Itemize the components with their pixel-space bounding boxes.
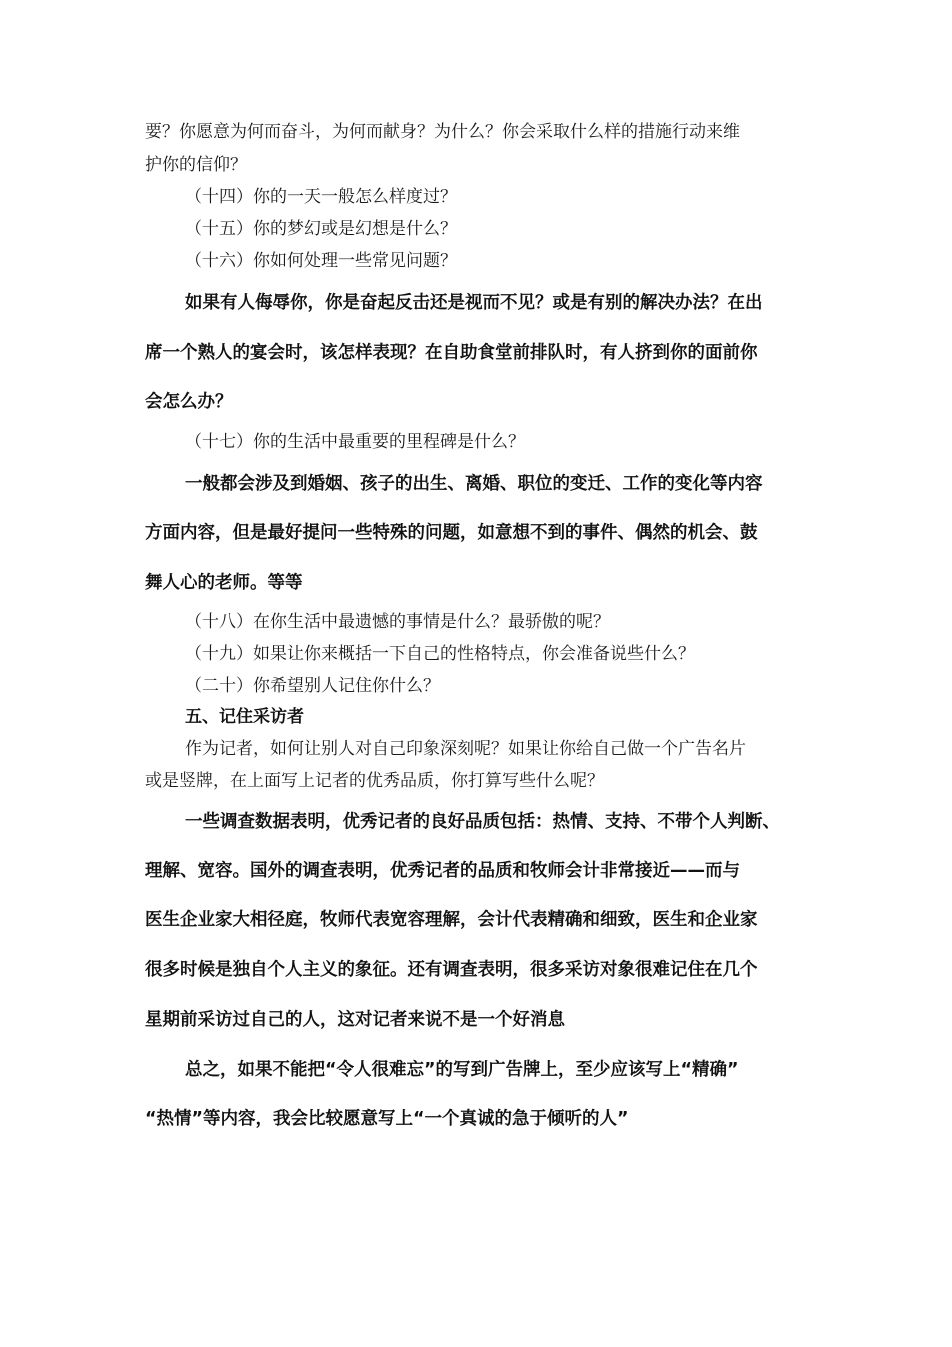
question-18: （十八）在你生活中最遗憾的事情是什么？最骄傲的呢？ <box>185 612 610 632</box>
text-line: 或是竖牌，在上面写上记者的优秀品质，你打算写些什么呢？ <box>145 771 604 791</box>
bold-text-line: 星期前采访过自己的人，这对记者来说不是一个好消息 <box>145 1010 565 1030</box>
bold-text-line: 很多时候是独自个人主义的象征。还有调查表明，很多采访对象很难记住在几个 <box>145 960 758 980</box>
section-heading: 五、记住采访者 <box>185 707 304 727</box>
bold-text-line: 总之，如果不能把“令人很难忘”的写到广告牌上，至少应该写上“精确” <box>185 1060 739 1080</box>
bold-text-line: 医生企业家大相径庭，牧师代表宽容理解，会计代表精确和细致，医生和企业家 <box>145 910 758 930</box>
bold-text-line: 理解、宽容。国外的调查表明，优秀记者的品质和牧师会计非常接近——而与 <box>145 861 740 881</box>
bold-text-line: 席一个熟人的宴会时，该怎样表现？在自助食堂前排队时，有人挤到你的面前你 <box>145 343 758 363</box>
bold-text-line: 会怎么办？ <box>145 392 233 412</box>
question-15: （十五）你的梦幻或是幻想是什么？ <box>185 219 457 239</box>
text-line: 要？你愿意为何而奋斗，为何而献身？为什么？你会采取什么样的措施行动来维 <box>145 122 740 142</box>
bold-text-line: 一些调查数据表明，优秀记者的良好品质包括：热情、支持、不带个人判断、 <box>185 812 780 832</box>
question-17: （十七）你的生活中最重要的里程碑是什么？ <box>185 432 525 452</box>
question-14: （十四）你的一天一般怎么样度过？ <box>185 187 457 207</box>
bold-text-line: 舞人心的老师。等等 <box>145 573 303 593</box>
text-line: 作为记者，如何让别人对自己印象深刻呢？如果让你给自己做一个广告名片 <box>185 739 746 759</box>
bold-text-line: 如果有人侮辱你，你是奋起反击还是视而不见？或是有别的解决办法？在出 <box>185 293 763 313</box>
question-16: （十六）你如何处理一些常见问题？ <box>185 251 457 271</box>
text-line: 护你的信仰？ <box>145 155 247 175</box>
bold-text-line: “热情”等内容，我会比较愿意写上“一个真诚的急于倾听的人” <box>145 1109 629 1129</box>
bold-text-line: 方面内容，但是最好提问一些特殊的问题，如意想不到的事件、偶然的机会、鼓 <box>145 523 758 543</box>
question-19: （十九）如果让你来概括一下自己的性格特点，你会准备说些什么？ <box>185 644 695 664</box>
question-20: （二十）你希望别人记住你什么？ <box>185 676 440 696</box>
bold-text-line: 一般都会涉及到婚姻、孩子的出生、离婚、职位的变迁、工作的变化等内容 <box>185 474 763 494</box>
